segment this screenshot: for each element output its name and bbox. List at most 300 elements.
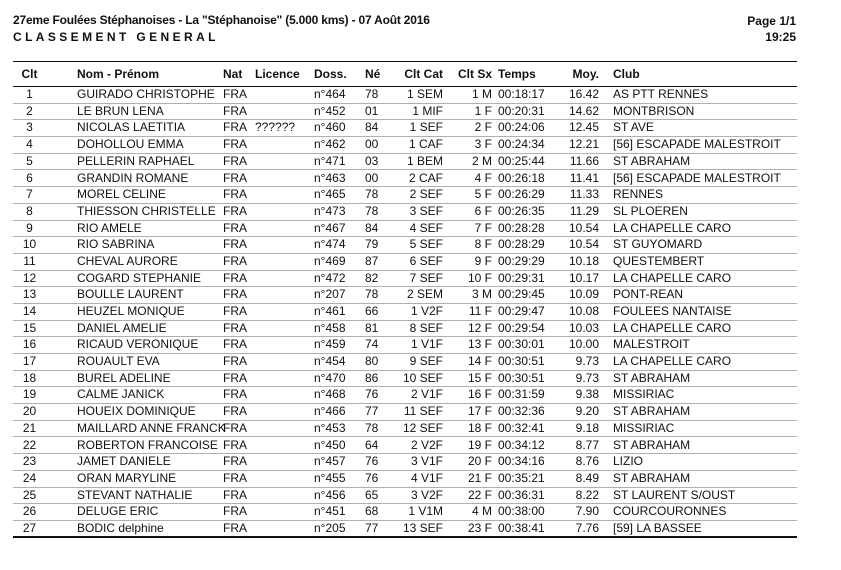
col-header-avg: Moy. bbox=[572, 67, 599, 81]
cell-time: 00:25:44 bbox=[498, 153, 545, 168]
cell-nat: FRA bbox=[223, 370, 247, 385]
cell-name: PELLERIN RAPHAEL bbox=[77, 153, 195, 168]
cell-bib: n°458 bbox=[314, 320, 346, 335]
cell-nat: FRA bbox=[223, 270, 247, 285]
cell-bib: n°464 bbox=[314, 87, 346, 102]
cell-nat: FRA bbox=[223, 304, 247, 319]
cell-born: 68 bbox=[365, 504, 379, 519]
cell-category-rank: 7 SEF bbox=[409, 270, 443, 285]
cell-licence bbox=[253, 287, 310, 304]
cell-rank: 7 bbox=[26, 187, 33, 202]
col-header-name: Nom - Prénom bbox=[77, 67, 160, 81]
cell-licence bbox=[253, 237, 310, 254]
cell-average-speed: 10.03 bbox=[568, 320, 599, 335]
table-row bbox=[13, 504, 797, 521]
cell-name: HEUZEL MONIQUE bbox=[77, 304, 185, 319]
table-row bbox=[13, 103, 797, 120]
col-header-club: Club bbox=[613, 67, 640, 81]
cell-rank: 14 bbox=[22, 304, 37, 319]
cell-average-speed: 9.38 bbox=[575, 387, 599, 402]
col-header-licence: Licence bbox=[255, 67, 300, 81]
cell-rank: 23 bbox=[22, 454, 37, 469]
cell-licence bbox=[253, 370, 310, 387]
cell-born: 78 bbox=[365, 87, 379, 102]
table-row bbox=[13, 203, 797, 220]
cell-average-speed: 12.21 bbox=[568, 137, 599, 152]
cell-sex-rank: 4 M bbox=[471, 504, 492, 519]
cell-time: 00:29:29 bbox=[498, 253, 545, 268]
cell-licence bbox=[253, 203, 310, 220]
cell-bib: n°471 bbox=[314, 153, 346, 168]
cell-average-speed: 10.54 bbox=[568, 220, 599, 235]
cell-rank: 4 bbox=[26, 137, 33, 152]
cell-club: LA CHAPELLE CARO bbox=[613, 354, 732, 369]
results-table-container bbox=[13, 61, 797, 538]
cell-bib: n°456 bbox=[314, 487, 346, 502]
cell-category-rank: 1 SEF bbox=[409, 120, 443, 135]
cell-sex-rank: 3 F bbox=[474, 137, 492, 152]
cell-name: BOULLE LAURENT bbox=[77, 287, 184, 302]
cell-sex-rank: 12 F bbox=[467, 320, 492, 335]
cell-sex-rank: 2 M bbox=[471, 153, 492, 168]
cell-category-rank: 11 SEF bbox=[403, 404, 443, 419]
table-header-row bbox=[13, 62, 797, 87]
cell-nat: FRA bbox=[223, 237, 247, 252]
page-info bbox=[747, 13, 796, 45]
cell-category-rank: 3 V2F bbox=[410, 487, 443, 502]
cell-club: [56] ESCAPADE MALESTROIT bbox=[613, 170, 781, 185]
cell-bib: n°457 bbox=[314, 454, 346, 469]
cell-category-rank: 12 SEF bbox=[402, 420, 443, 435]
cell-rank: 22 bbox=[22, 437, 37, 452]
results-table bbox=[13, 61, 797, 538]
cell-born: 74 bbox=[365, 337, 379, 352]
cell-bib: n°460 bbox=[314, 120, 346, 135]
cell-nat: FRA bbox=[223, 470, 247, 485]
cell-time: 00:38:00 bbox=[498, 504, 545, 519]
cell-licence bbox=[253, 103, 310, 120]
cell-club: ST LAURENT S/OUST bbox=[613, 487, 736, 502]
cell-bib: n°461 bbox=[314, 304, 346, 319]
cell-category-rank: 1 BEM bbox=[406, 153, 443, 168]
table-row bbox=[13, 470, 797, 487]
cell-nat: FRA bbox=[223, 487, 247, 502]
cell-average-speed: 10.54 bbox=[568, 237, 599, 252]
cell-nat: FRA bbox=[223, 153, 247, 168]
cell-born: 87 bbox=[365, 253, 379, 268]
cell-bib: n°450 bbox=[314, 437, 346, 452]
cell-nat: FRA bbox=[223, 220, 247, 235]
cell-bib: n°468 bbox=[314, 387, 346, 402]
cell-name: STEVANT NATHALIE bbox=[77, 487, 193, 502]
cell-nat: FRA bbox=[223, 187, 247, 202]
cell-born: 84 bbox=[365, 120, 379, 135]
col-header-sex: Clt Sx bbox=[457, 67, 492, 81]
cell-sex-rank: 11 F bbox=[468, 304, 492, 319]
cell-bib: n°459 bbox=[314, 337, 346, 352]
cell-licence bbox=[253, 253, 310, 270]
cell-nat: FRA bbox=[223, 504, 247, 519]
cell-born: 79 bbox=[365, 237, 379, 252]
cell-licence bbox=[253, 170, 310, 187]
cell-category-rank: 1 CAF bbox=[408, 137, 443, 152]
cell-born: 01 bbox=[365, 103, 379, 118]
cell-category-rank: 4 SEF bbox=[409, 220, 443, 235]
cell-born: 81 bbox=[365, 320, 379, 335]
cell-rank: 16 bbox=[22, 337, 37, 352]
cell-average-speed: 8.76 bbox=[575, 454, 599, 469]
cell-name: CALME JANICK bbox=[77, 387, 165, 402]
cell-nat: FRA bbox=[223, 337, 247, 352]
table-row bbox=[13, 420, 797, 437]
cell-club: ST ABRAHAM bbox=[613, 470, 691, 485]
cell-average-speed: 8.22 bbox=[575, 487, 599, 502]
cell-bib: n°473 bbox=[314, 203, 346, 218]
table-row bbox=[13, 354, 797, 371]
cell-born: 78 bbox=[365, 203, 379, 218]
cell-average-speed: 11.66 bbox=[569, 153, 599, 168]
cell-time: 00:29:45 bbox=[498, 287, 545, 302]
col-header-born: Né bbox=[365, 67, 381, 81]
cell-time: 00:26:29 bbox=[498, 187, 545, 202]
table-row bbox=[13, 520, 797, 537]
cell-bib: n°207 bbox=[314, 287, 346, 302]
table-row bbox=[13, 120, 797, 137]
cell-born: 76 bbox=[365, 387, 379, 402]
table-row bbox=[13, 237, 797, 254]
cell-rank: 1 bbox=[26, 87, 33, 102]
table-row bbox=[13, 137, 797, 154]
cell-rank: 18 bbox=[22, 370, 37, 385]
cell-bib: n°205 bbox=[314, 520, 346, 535]
cell-bib: n°463 bbox=[314, 170, 346, 185]
results-body bbox=[13, 87, 797, 538]
cell-time: 00:30:01 bbox=[498, 337, 545, 352]
cell-name: HOUEIX DOMINIQUE bbox=[77, 404, 196, 419]
cell-licence bbox=[253, 387, 310, 404]
cell-born: 66 bbox=[365, 304, 379, 319]
table-row bbox=[13, 370, 797, 387]
cell-rank: 15 bbox=[22, 320, 37, 335]
cell-category-rank: 1 MIF bbox=[412, 103, 443, 118]
table-row bbox=[13, 153, 797, 170]
cell-bib: n°452 bbox=[314, 103, 346, 118]
cell-club: ST AVE bbox=[613, 120, 654, 135]
cell-category-rank: 2 CAF bbox=[408, 170, 443, 185]
cell-bib: n°453 bbox=[314, 420, 346, 435]
cell-licence bbox=[253, 404, 310, 421]
cell-rank: 3 bbox=[26, 120, 33, 135]
cell-bib: n°467 bbox=[314, 220, 346, 235]
cell-name: DOHOLLOU EMMA bbox=[77, 137, 184, 152]
cell-name: JAMET DANIELE bbox=[77, 454, 171, 469]
cell-sex-rank: 21 F bbox=[467, 470, 492, 485]
cell-category-rank: 1 V1M bbox=[408, 504, 443, 519]
cell-nat: FRA bbox=[223, 420, 247, 435]
cell-licence bbox=[253, 470, 310, 487]
cell-time: 00:30:51 bbox=[498, 354, 545, 369]
cell-category-rank: 6 SEF bbox=[409, 253, 443, 268]
col-header-time: Temps bbox=[498, 67, 536, 81]
cell-licence bbox=[253, 153, 310, 170]
cell-category-rank: 9 SEF bbox=[409, 354, 443, 369]
cell-sex-rank: 6 F bbox=[474, 203, 492, 218]
cell-club: MALESTROIT bbox=[613, 337, 690, 352]
cell-rank: 11 bbox=[23, 253, 36, 268]
cell-club: MONTBRISON bbox=[613, 103, 695, 118]
cell-rank: 19 bbox=[22, 387, 37, 402]
table-row bbox=[13, 337, 797, 354]
cell-licence bbox=[253, 520, 310, 537]
cell-club: LIZIO bbox=[613, 454, 644, 469]
cell-sex-rank: 18 F bbox=[467, 420, 492, 435]
cell-born: 77 bbox=[365, 520, 379, 535]
cell-bib: n°455 bbox=[314, 470, 346, 485]
cell-sex-rank: 19 F bbox=[467, 437, 492, 452]
cell-club: AS PTT RENNES bbox=[613, 87, 709, 102]
cell-name: ROUAULT EVA bbox=[77, 354, 160, 369]
cell-licence bbox=[253, 487, 310, 504]
cell-sex-rank: 4 F bbox=[474, 170, 492, 185]
cell-average-speed: 10.08 bbox=[568, 304, 599, 319]
cell-average-speed: 14.62 bbox=[568, 103, 599, 118]
cell-bib: n°451 bbox=[314, 504, 346, 519]
cell-name: GUIRADO CHRISTOPHE bbox=[77, 87, 215, 102]
cell-name: MOREL CELINE bbox=[77, 187, 166, 202]
cell-rank: 26 bbox=[22, 504, 37, 519]
cell-born: 84 bbox=[365, 220, 379, 235]
cell-time: 00:32:36 bbox=[498, 404, 545, 419]
cell-licence bbox=[253, 337, 310, 354]
col-header-bib: Doss. bbox=[314, 67, 347, 81]
cell-category-rank: 13 SEF bbox=[402, 520, 443, 535]
cell-average-speed: 11.29 bbox=[569, 203, 599, 218]
cell-average-speed: 12.45 bbox=[568, 120, 599, 135]
cell-time: 00:18:17 bbox=[498, 87, 545, 102]
cell-average-speed: 7.76 bbox=[575, 520, 599, 535]
cell-rank: 25 bbox=[22, 487, 37, 502]
cell-category-rank: 2 SEF bbox=[409, 187, 443, 202]
cell-bib: n°454 bbox=[314, 354, 346, 369]
cell-rank: 13 bbox=[22, 287, 37, 302]
cell-name: GRANDIN ROMANE bbox=[77, 170, 189, 185]
cell-average-speed: 16.42 bbox=[568, 87, 599, 102]
cell-rank: 6 bbox=[26, 170, 33, 185]
cell-club: ST ABRAHAM bbox=[613, 370, 691, 385]
table-row bbox=[13, 487, 797, 504]
cell-time: 00:29:54 bbox=[498, 320, 545, 335]
cell-name: RIO AMELE bbox=[77, 220, 142, 235]
cell-sex-rank: 14 F bbox=[467, 354, 492, 369]
cell-nat: FRA bbox=[223, 120, 247, 135]
cell-rank: 17 bbox=[22, 354, 37, 369]
cell-club: QUESTEMBERT bbox=[613, 253, 705, 268]
cell-nat: FRA bbox=[223, 454, 247, 469]
cell-time: 00:28:28 bbox=[498, 220, 545, 235]
cell-club: [59] LA BASSEE bbox=[613, 520, 702, 535]
cell-nat: FRA bbox=[223, 320, 247, 335]
cell-licence bbox=[253, 187, 310, 204]
cell-category-rank: 8 SEF bbox=[409, 320, 443, 335]
table-row bbox=[13, 187, 797, 204]
cell-licence bbox=[253, 220, 310, 237]
cell-average-speed: 10.00 bbox=[568, 337, 599, 352]
cell-sex-rank: 16 F bbox=[467, 387, 492, 402]
cell-rank: 12 bbox=[22, 270, 37, 285]
cell-born: 64 bbox=[365, 437, 379, 452]
cell-nat: FRA bbox=[223, 103, 247, 118]
cell-licence bbox=[253, 270, 310, 287]
cell-licence bbox=[253, 504, 310, 521]
table-row bbox=[13, 220, 797, 237]
cell-nat: FRA bbox=[223, 203, 247, 218]
cell-sex-rank: 3 M bbox=[471, 287, 492, 302]
cell-bib: n°474 bbox=[314, 237, 346, 252]
cell-name: RIO SABRINA bbox=[77, 237, 155, 252]
cell-category-rank: 3 SEF bbox=[409, 203, 443, 218]
cell-sex-rank: 1 F bbox=[474, 103, 492, 118]
cell-licence: ?????? bbox=[255, 120, 296, 135]
print-time: 19:25 bbox=[765, 30, 796, 44]
col-header-nat: Nat bbox=[223, 67, 243, 81]
cell-name: LE BRUN LENA bbox=[77, 103, 164, 118]
cell-category-rank: 3 V1F bbox=[410, 454, 443, 469]
cell-club: ST ABRAHAM bbox=[613, 437, 691, 452]
cell-nat: FRA bbox=[223, 437, 247, 452]
cell-born: 78 bbox=[365, 287, 379, 302]
cell-club: ST ABRAHAM bbox=[613, 153, 691, 168]
cell-nat: FRA bbox=[223, 253, 247, 268]
cell-born: 80 bbox=[365, 354, 379, 369]
cell-nat: FRA bbox=[223, 354, 247, 369]
cell-time: 00:28:29 bbox=[498, 237, 545, 252]
cell-club: SL PLOEREN bbox=[613, 203, 688, 218]
cell-average-speed: 9.73 bbox=[575, 370, 599, 385]
cell-licence bbox=[253, 420, 310, 437]
cell-name: CHEVAL AURORE bbox=[77, 253, 178, 268]
cell-born: 82 bbox=[365, 270, 379, 285]
cell-sex-rank: 10 F bbox=[467, 270, 492, 285]
cell-time: 00:32:41 bbox=[498, 420, 545, 435]
cell-born: 03 bbox=[365, 153, 379, 168]
cell-average-speed: 10.09 bbox=[568, 287, 599, 302]
cell-average-speed: 10.18 bbox=[568, 253, 599, 268]
cell-name: COGARD STEPHANIE bbox=[77, 270, 202, 285]
table-row bbox=[13, 454, 797, 471]
cell-rank: 9 bbox=[26, 220, 33, 235]
cell-average-speed: 11.41 bbox=[569, 170, 599, 185]
cell-category-rank: 2 V2F bbox=[410, 437, 443, 452]
cell-time: 00:35:21 bbox=[498, 470, 545, 485]
table-row bbox=[13, 253, 797, 270]
cell-average-speed: 8.77 bbox=[575, 437, 599, 452]
cell-bib: n°469 bbox=[314, 253, 346, 268]
cell-average-speed: 10.17 bbox=[568, 270, 599, 285]
cell-sex-rank: 5 F bbox=[474, 187, 492, 202]
table-row bbox=[13, 387, 797, 404]
cell-nat: FRA bbox=[223, 87, 247, 102]
cell-sex-rank: 15 F bbox=[467, 370, 492, 385]
cell-time: 00:34:12 bbox=[498, 437, 545, 452]
cell-club: ST ABRAHAM bbox=[613, 404, 691, 419]
cell-category-rank: 10 SEF bbox=[402, 370, 443, 385]
cell-time: 00:20:31 bbox=[498, 103, 545, 118]
cell-rank: 27 bbox=[22, 520, 37, 535]
cell-time: 00:38:41 bbox=[498, 520, 545, 535]
cell-club: LA CHAPELLE CARO bbox=[613, 270, 732, 285]
table-row bbox=[13, 170, 797, 187]
cell-rank: 24 bbox=[22, 470, 37, 485]
cell-bib: n°470 bbox=[314, 370, 346, 385]
cell-bib: n°462 bbox=[314, 137, 346, 152]
table-row bbox=[13, 437, 797, 454]
cell-category-rank: 1 V2F bbox=[410, 304, 443, 319]
cell-born: 77 bbox=[365, 404, 379, 419]
cell-licence bbox=[253, 137, 310, 154]
cell-name: ORAN MARYLINE bbox=[77, 470, 177, 485]
table-row bbox=[13, 87, 797, 104]
cell-name: THIESSON CHRISTELLE bbox=[77, 203, 216, 218]
cell-rank: 10 bbox=[22, 237, 37, 252]
cell-name: DANIEL AMELIE bbox=[77, 320, 167, 335]
col-header-cat: Clt Cat bbox=[404, 67, 443, 81]
cell-average-speed: 9.20 bbox=[575, 404, 599, 419]
cell-category-rank: 2 V1F bbox=[410, 387, 443, 402]
cell-name: NICOLAS LAETITIA bbox=[77, 120, 186, 135]
cell-club: FOULEES NANTAISE bbox=[613, 304, 732, 319]
cell-time: 00:29:31 bbox=[498, 270, 545, 285]
cell-sex-rank: 22 F bbox=[467, 487, 492, 502]
cell-rank: 2 bbox=[26, 103, 33, 118]
cell-category-rank: 1 SEM bbox=[406, 87, 443, 102]
cell-category-rank: 4 V1F bbox=[410, 470, 443, 485]
cell-club: LA CHAPELLE CARO bbox=[613, 220, 732, 235]
cell-sex-rank: 7 F bbox=[474, 220, 492, 235]
cell-bib: n°472 bbox=[314, 270, 346, 285]
cell-nat: FRA bbox=[223, 520, 247, 535]
cell-name: ROBERTON FRANCOISE bbox=[77, 437, 218, 452]
cell-sex-rank: 23 F bbox=[467, 520, 492, 535]
cell-bib: n°465 bbox=[314, 187, 346, 202]
cell-born: 86 bbox=[365, 370, 379, 385]
cell-sex-rank: 8 F bbox=[474, 237, 492, 252]
cell-name: DELUGE ERIC bbox=[77, 504, 159, 519]
cell-average-speed: 9.73 bbox=[575, 354, 599, 369]
cell-category-rank: 5 SEF bbox=[409, 237, 443, 252]
cell-nat: FRA bbox=[223, 137, 247, 152]
cell-average-speed: 9.18 bbox=[575, 420, 599, 435]
cell-club: LA CHAPELLE CARO bbox=[613, 320, 732, 335]
table-row bbox=[13, 270, 797, 287]
table-row bbox=[13, 287, 797, 304]
cell-born: 76 bbox=[365, 470, 379, 485]
table-row bbox=[13, 404, 797, 421]
cell-time: 00:31:59 bbox=[498, 387, 545, 402]
cell-nat: FRA bbox=[223, 170, 247, 185]
col-header-rank: Clt bbox=[21, 67, 38, 81]
cell-licence bbox=[253, 320, 310, 337]
cell-rank: 21 bbox=[22, 420, 37, 435]
cell-club: MISSIRIAC bbox=[613, 387, 675, 402]
cell-club: RENNES bbox=[613, 187, 664, 202]
cell-sex-rank: 17 F bbox=[467, 404, 492, 419]
cell-time: 00:29:47 bbox=[498, 304, 545, 319]
cell-rank: 5 bbox=[26, 153, 33, 168]
cell-licence bbox=[253, 303, 310, 320]
cell-licence bbox=[253, 437, 310, 454]
cell-category-rank: 1 V1F bbox=[410, 337, 443, 352]
cell-licence bbox=[253, 87, 310, 104]
